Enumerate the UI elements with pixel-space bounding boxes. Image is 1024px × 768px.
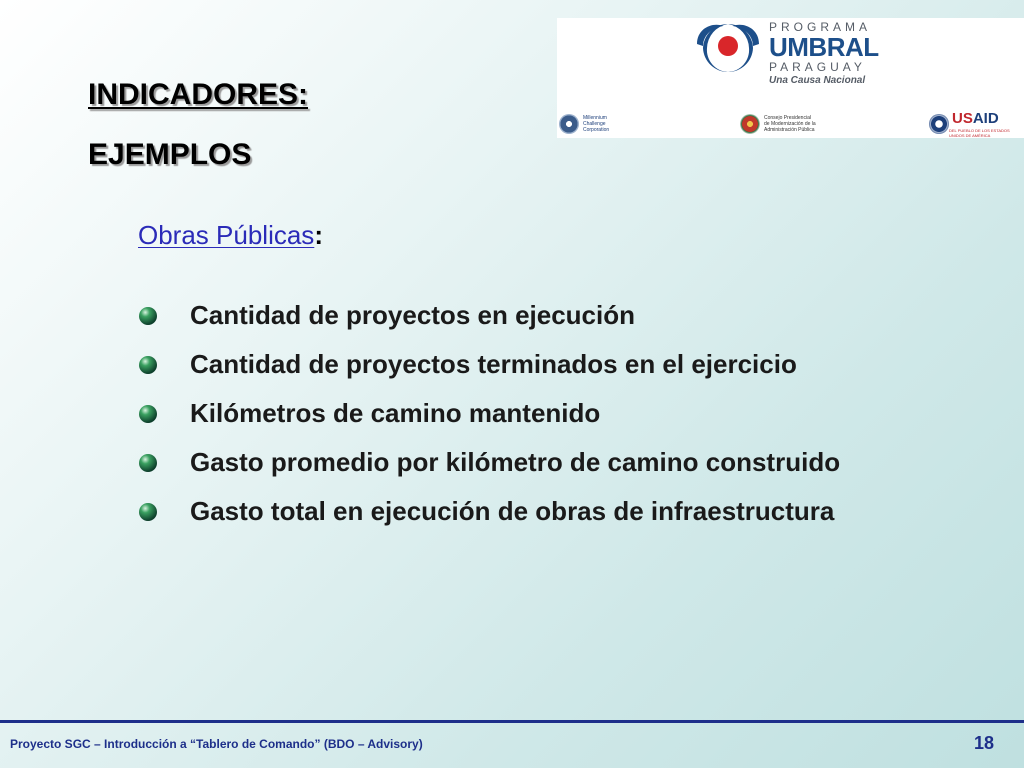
umbral-wordmark [769,20,969,88]
footer-text: Proyecto SGC – Introducción a “Tablero de Comando” (BDO – Advisory) [10,737,423,751]
mcc-name [583,115,609,133]
green-sphere-bullet-icon [138,502,158,522]
logo-banner [557,18,1024,138]
usaid-us: US [952,110,973,127]
green-sphere-bullet-icon [138,306,158,326]
umbral-programa-text: PROGRAMA [769,20,872,34]
section-heading [138,220,323,250]
cpm-name [764,115,816,133]
partner-cpm-logo [740,112,850,136]
green-sphere-bullet-icon [138,355,158,375]
footer-divider [0,720,1024,723]
cpm-line: Administración Pública [764,127,815,133]
green-sphere-bullet-icon [138,404,158,424]
bullet-text: Kilómetros de camino mantenido [190,398,601,428]
usaid-subline: UNIDOS DE AMÉRICA [949,133,991,138]
usaid-wordmark [949,110,1010,138]
mcc-line: Challenge [583,121,606,127]
umbral-logo-icon [693,20,763,76]
indicator-list [138,297,1008,542]
usaid-word [952,110,999,127]
bullet-text: Cantidad de proyectos terminados en el ejercicio [190,349,797,379]
section-colon: : [314,220,323,250]
list-item [138,346,1008,383]
mcc-seal-icon [559,114,579,134]
cpm-line: de Modernización de la [764,121,816,127]
mcc-line: Millennium [583,115,607,121]
list-item [138,297,1008,334]
umbral-slogan-text: Una Causa Nacional [769,75,866,86]
list-item [138,444,1008,481]
slide-title: INDICADORES: [88,78,309,111]
bullet-text: Cantidad de proyectos en ejecución [190,300,635,330]
bullet-text: Gasto promedio por kilómetro de camino construido [190,447,841,477]
usaid-subline: DEL PUEBLO DE LOS ESTADOS [949,128,1010,133]
umbral-paraguay-text: PARAGUAY [769,60,866,74]
bullet-text: Gasto total en ejecución de obras de infraestructura [190,496,835,526]
usaid-seal-icon [929,114,949,134]
partner-mcc-logo [559,112,679,136]
cpm-line: Consejo Presidencial [764,115,811,121]
paraguay-seal-icon [740,114,760,134]
mcc-line: Corporation [583,127,610,133]
list-item [138,395,1008,432]
page-number: 18 [973,733,994,753]
partner-usaid-logo [929,112,1021,136]
obras-publicas-link[interactable]: Obras Públicas [138,220,315,250]
list-item [138,493,1008,530]
slide-subtitle: EJEMPLOS [88,138,252,171]
usaid-aid: AID [972,110,999,127]
umbral-name-text: UMBRAL [769,32,879,62]
green-sphere-bullet-icon [138,453,158,473]
